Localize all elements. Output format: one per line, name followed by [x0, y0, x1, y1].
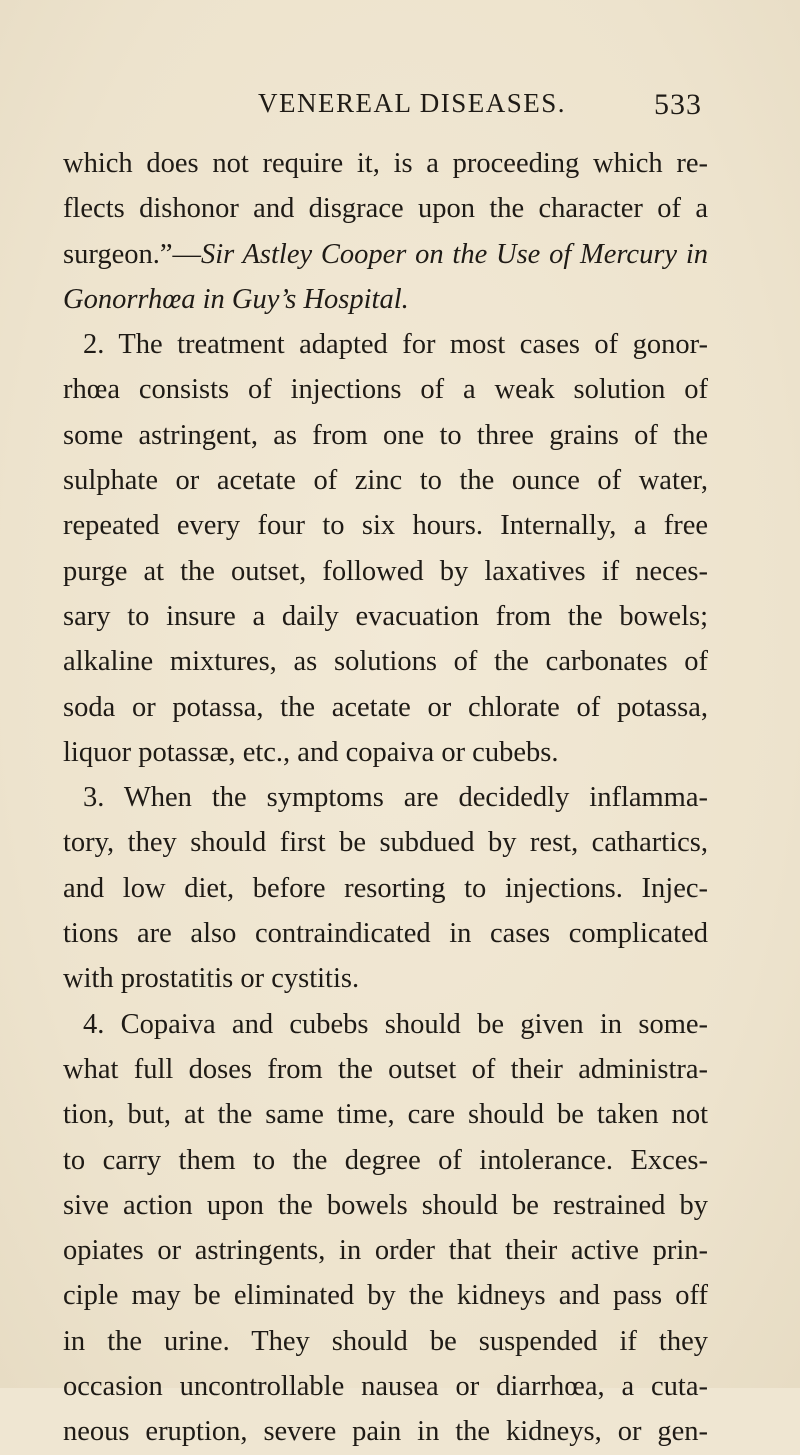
text-line: in the urine. They should be suspended if they [63, 1325, 708, 1357]
text-line: purge at the outset, followed by laxatives if neces- [63, 555, 708, 587]
text-line: soda or potassa, the acetate or chlorate of potassa, [63, 691, 708, 723]
paragraph-start-line: 3. When the symptoms are decidedly inflamma- [83, 782, 708, 814]
citation-line: Gonorrhœa in Guy’s Hospital. [63, 283, 409, 315]
text-line: flects dishonor and disgrace upon the character of a [63, 193, 708, 225]
paragraph-start-line: 4. Copaiva and cubebs should be given in some- [83, 1008, 708, 1040]
body-text [63, 141, 708, 1455]
text-line: ciple may be eliminated by the kidneys and pass off [63, 1280, 708, 1312]
text-line: sulphate or acetate of zinc to the ounce of water, [63, 465, 708, 497]
text-line: neous eruption, severe pain in the kidneys, or gen- [63, 1416, 708, 1448]
paragraph-end-line: with prostatitis or cystitis. [63, 963, 360, 995]
text-line: occasion uncontrollable nausea or diarrhœa, a cuta- [63, 1371, 708, 1403]
text-line: what full doses from the outset of their administra- [63, 1053, 708, 1085]
text-line: surgeon.”—Sir Astley Cooper on the Use of Mercury in [63, 238, 708, 270]
text-line: tions are also contraindicated in cases complicated [63, 918, 708, 950]
text-line: some astringent, as from one to three grains of the [63, 419, 708, 451]
text-line: sary to insure a daily evacuation from the bowels; [63, 600, 708, 632]
page-number: 533 [654, 88, 702, 121]
paragraph-start-line: 2. The treatment adapted for most cases of gonor- [83, 329, 708, 361]
text-line: repeated every four to six hours. Internally, a free [63, 510, 708, 542]
running-title: VENEREAL DISEASES. [258, 88, 566, 118]
text-line: and low diet, before resorting to injections. Injec- [63, 872, 708, 904]
text-line: opiates or astringents, in order that their active prin- [63, 1235, 708, 1267]
text-line: rhœa consists of injections of a weak solution of [63, 374, 708, 406]
text-line: which does not require it, is a proceeding which re- [63, 148, 708, 179]
text-line: alkaline mixtures, as solutions of the carbonates of [63, 646, 708, 678]
text-line: sive action upon the bowels should be restrained by [63, 1189, 708, 1221]
text-line: tion, but, at the same time, care should be taken not [63, 1099, 708, 1131]
citation-italic: Sir Astley Cooper on the Use of Mercury in [201, 238, 708, 270]
paragraph-end-line: liquor potassæ, etc., and copaiva or cubebs. [63, 736, 559, 768]
text-line: tory, they should first be subdued by rest, cathartics, [63, 827, 708, 859]
running-head [0, 88, 800, 128]
text-line: to carry them to the degree of intolerance. Exces- [63, 1144, 708, 1176]
